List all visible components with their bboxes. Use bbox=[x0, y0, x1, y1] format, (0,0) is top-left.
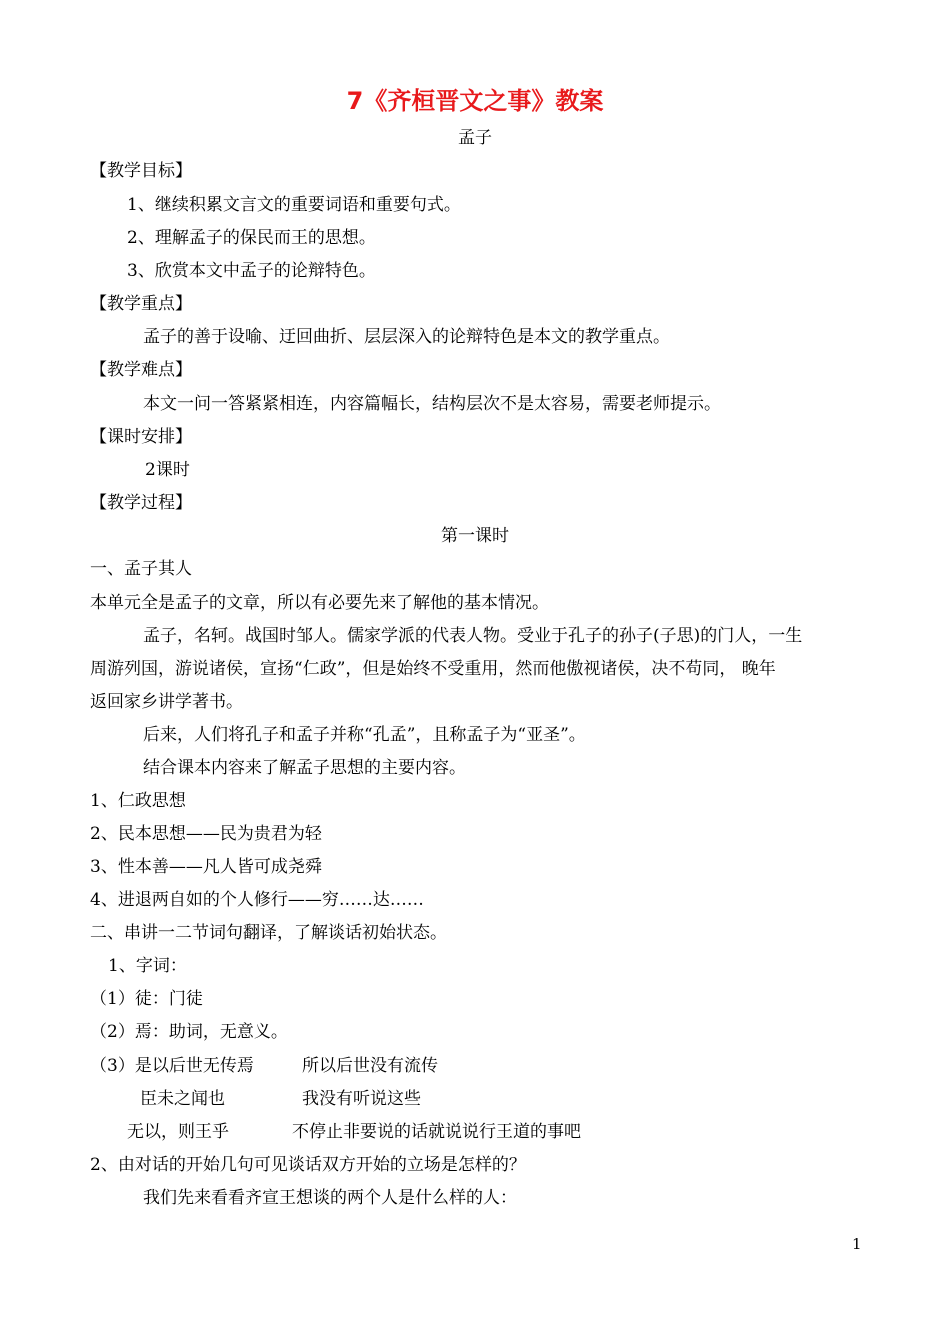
intro-paragraph: 本单元全是孟子的文章，所以有必要先来了解他的基本情况。 bbox=[90, 593, 549, 613]
idea-item-4: 4、进退两自如的个人修行——穷……达…… bbox=[90, 890, 424, 910]
sentence-4-original: 臣未之闻也 bbox=[140, 1089, 225, 1109]
section-1-heading: 一、孟子其人 bbox=[90, 559, 192, 579]
goal-3: 3、欣赏本文中孟子的论辩特色。 bbox=[127, 261, 376, 281]
sentence-5-translation: 不停止非要说的话就说说行王道的事吧 bbox=[292, 1122, 581, 1142]
combine-paragraph: 结合课本内容来了解孟子思想的主要内容。 bbox=[143, 758, 466, 778]
page-number: 1 bbox=[852, 1235, 862, 1253]
bio-line-2: 周游列国，游说诸侯，宣扬“仁政”，但是始终不受重用，然而他傲视诸侯，决不苟同， 晚年 bbox=[90, 659, 776, 679]
author: 孟子 bbox=[458, 128, 492, 148]
word-item-1: （1）徒：门徒 bbox=[90, 989, 203, 1009]
difficulties-text: 本文一问一答紧紧相连，内容篇幅长，结构层次不是太容易，需要老师提示。 bbox=[143, 394, 721, 414]
goal-1: 1、继续积累文言文的重要词语和重要句式。 bbox=[127, 195, 461, 215]
heading-key-points: 【教学重点】 bbox=[90, 294, 192, 314]
sentence-4-translation: 我没有听说这些 bbox=[302, 1089, 421, 1109]
idea-item-3: 3、性本善——凡人皆可成尧舜 bbox=[90, 857, 322, 877]
document-title: 7《齐桓晋文之事》教案 bbox=[346, 87, 604, 115]
idea-item-1: 1、仁政思想 bbox=[90, 791, 186, 811]
word-item-2: （2）焉：助词，无意义。 bbox=[90, 1022, 288, 1042]
section-2-heading: 二、串讲一二节词句翻译，了解谈话初始状态。 bbox=[90, 923, 447, 943]
sentence-3-original: （3）是以后世无传焉 bbox=[90, 1056, 254, 1076]
question-2: 2、由对话的开始几句可见谈话双方开始的立场是怎样的？ bbox=[90, 1155, 526, 1175]
heading-process: 【教学过程】 bbox=[90, 493, 192, 513]
heading-schedule: 【课时安排】 bbox=[90, 427, 192, 447]
goal-2: 2、理解孟子的保民而王的思想。 bbox=[127, 228, 376, 248]
lesson-one-heading: 第一课时 bbox=[441, 526, 509, 546]
idea-item-2: 2、民本思想——民为贵君为轻 bbox=[90, 824, 322, 844]
schedule-text: 2课时 bbox=[145, 460, 190, 480]
heading-difficulties: 【教学难点】 bbox=[90, 360, 192, 380]
later-paragraph: 后来，人们将孔子和孟子并称“孔孟”，且称孟子为“亚圣”。 bbox=[143, 725, 586, 745]
bio-line-3: 返回家乡讲学著书。 bbox=[90, 692, 243, 712]
question-2-text: 我们先来看看齐宣王想谈的两个人是什么样的人： bbox=[143, 1188, 517, 1208]
bio-line-1: 孟子，名轲。战国时邹人。儒家学派的代表人物。受业于孔子的孙子(子思)的门人，一生 bbox=[143, 626, 803, 646]
heading-goals: 【教学目标】 bbox=[90, 161, 192, 181]
sentence-5-original: 无以，则王乎 bbox=[127, 1122, 229, 1142]
words-heading: 1、字词： bbox=[108, 956, 187, 976]
key-points-text: 孟子的善于设喻、迂回曲折、层层深入的论辩特色是本文的教学重点。 bbox=[143, 327, 670, 347]
sentence-3-translation: 所以后世没有流传 bbox=[302, 1056, 438, 1076]
